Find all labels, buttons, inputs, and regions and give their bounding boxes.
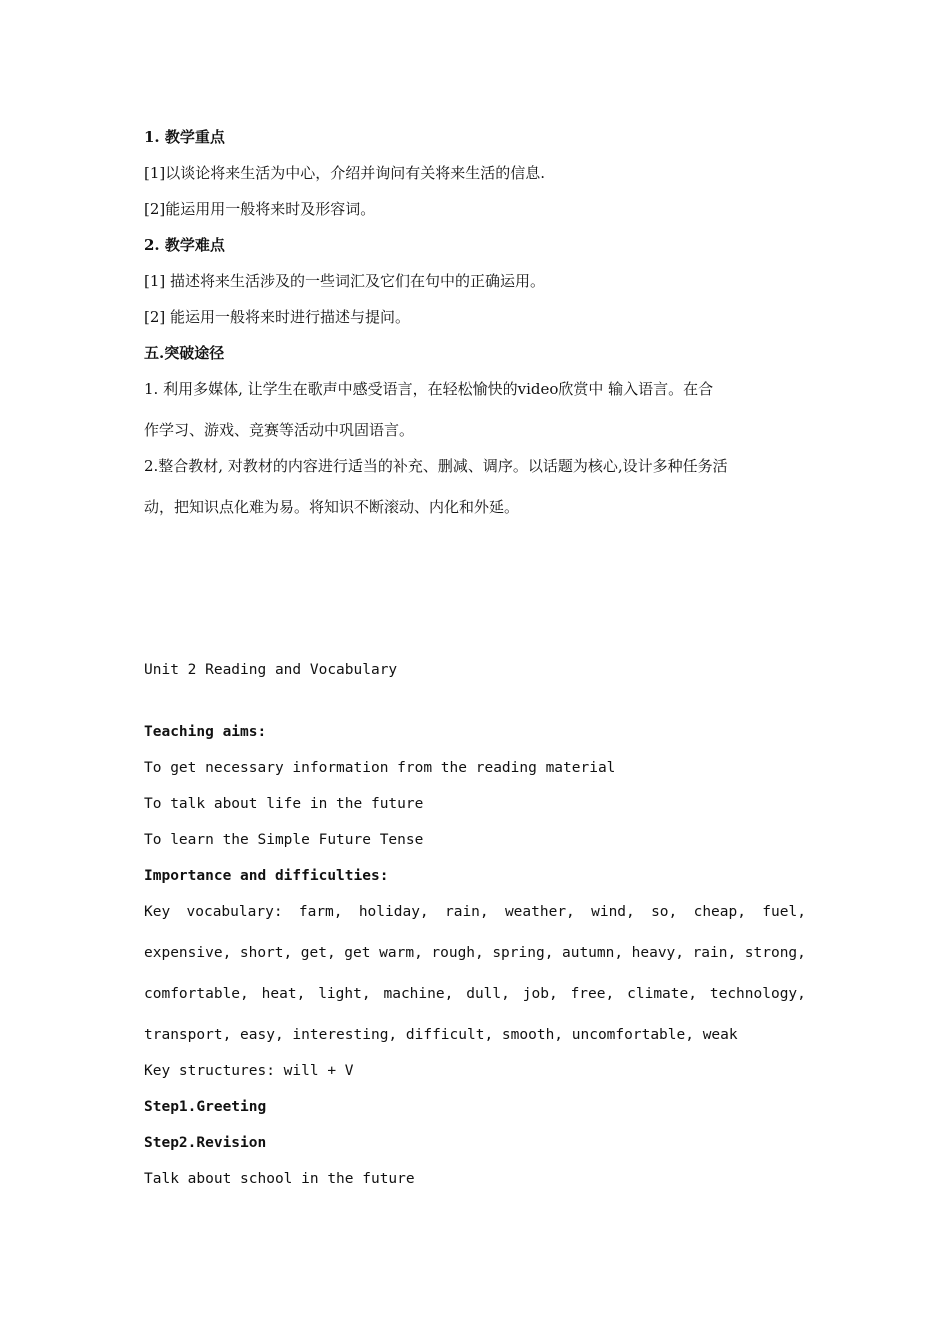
vocab-word: job, <box>522 986 558 1002</box>
vocab-word: light, <box>318 986 371 1002</box>
key-point-2: [2]能运用用一般将来时及形容词。 <box>144 200 376 218</box>
vocab-word: vocabulary: <box>186 904 283 920</box>
vocab-word: weather, <box>504 904 575 920</box>
step2-heading: Step2.Revision <box>144 1135 267 1151</box>
vocab-word: get warm, <box>344 945 423 961</box>
importance-heading: Importance and difficulties: <box>144 868 389 884</box>
vocab-word: rain, <box>444 904 489 920</box>
aim-1: To get necessary information from the reading material <box>144 760 616 776</box>
vocab-word: autumn, <box>561 945 624 961</box>
vocab-word: short, <box>239 945 293 961</box>
difficulty-2: [2] 能运用一般将来时进行描述与提问。 <box>144 308 411 326</box>
vocab-line-4: transport, easy, interesting, difficult, smooth, uncomfortable, weak <box>144 1027 738 1043</box>
vocab-word: dull, <box>466 986 510 1002</box>
unit-title: Unit 2 Reading and Vocabulary <box>144 662 398 678</box>
vocab-word: machine, <box>383 986 454 1002</box>
vocab-word: rain, <box>692 945 737 961</box>
vocab-word: strong, <box>744 945 806 961</box>
vocab-word: free, <box>570 986 615 1002</box>
aim-3: To learn the Simple Future Tense <box>144 832 424 848</box>
vocab-word: cheap, <box>693 904 746 920</box>
step2-text: Talk about school in the future <box>144 1171 415 1187</box>
vocab-word: holiday, <box>358 904 429 920</box>
vocab-line-3 <box>144 984 806 1004</box>
step1-heading: Step1.Greeting <box>144 1099 267 1115</box>
vocab-line-2 <box>144 943 806 963</box>
vocab-word: climate, <box>627 986 697 1002</box>
vocab-word: wind, <box>591 904 635 920</box>
key-structures: Key structures: will + V <box>144 1063 354 1079</box>
heading-approach: 五.突破途径 <box>144 344 225 362</box>
vocab-word: comfortable, <box>144 986 249 1002</box>
key-point-1: [1]以谈论将来生活为中心，介绍并询问有关将来生活的信息. <box>144 164 546 182</box>
vocab-word: spring, <box>492 945 554 961</box>
vocab-word: get, <box>300 945 336 961</box>
vocab-word: rough, <box>431 945 484 961</box>
vocab-word: technology, <box>709 986 806 1002</box>
approach-2-line1: 2.整合教材, 对教材的内容进行适当的补充、删减、调序。以话题为核心,设计多种任务活 <box>144 457 728 475</box>
aims-heading: Teaching aims: <box>144 724 267 740</box>
vocab-word: so, <box>651 904 678 920</box>
aim-2: To talk about life in the future <box>144 796 424 812</box>
vocab-word: heavy, <box>631 945 685 961</box>
vocab-word: heat, <box>261 986 306 1002</box>
vocab-word: expensive, <box>144 945 232 961</box>
vocab-word: Key <box>144 904 171 920</box>
heading-key-points: 1. 教学重点 <box>144 128 225 146</box>
vocab-word: fuel, <box>762 904 806 920</box>
approach-1-line1: 1. 利用多媒体, 让学生在歌声中感受语言，在轻松愉快的video欣赏中 输入语言。在合 <box>144 380 714 398</box>
heading-difficulties: 2. 教学难点 <box>144 236 225 254</box>
vocab-word: farm, <box>298 904 343 920</box>
vocab-line-1 <box>144 902 806 922</box>
approach-1-line2: 作学习、游戏、竞赛等活动中巩固语言。 <box>144 421 415 439</box>
approach-2-line2: 动，把知识点化难为易。将知识不断滚动、内化和外延。 <box>144 498 520 516</box>
difficulty-1: [1] 描述将来生活涉及的一些词汇及它们在句中的正确运用。 <box>144 272 546 290</box>
